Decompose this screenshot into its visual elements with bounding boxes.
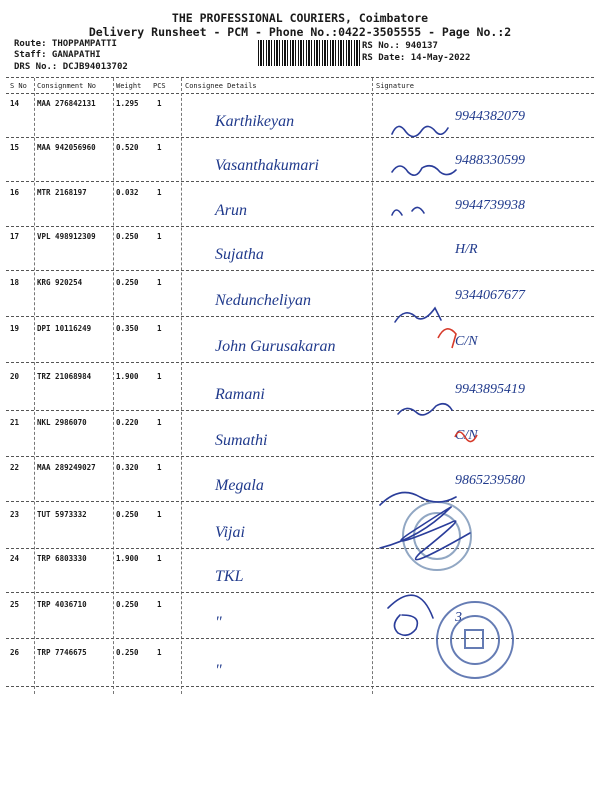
row-sno: 20 <box>10 372 20 381</box>
signature-handwriting: C/N <box>455 334 478 349</box>
row-pcs: 1 <box>157 143 162 152</box>
row-weight: 0.350 <box>116 324 139 333</box>
row-consignment: TRP 6803330 <box>37 554 87 563</box>
seal-stamp-right <box>437 602 513 678</box>
drs-number: DRS No.: DCJB94013702 <box>14 62 128 72</box>
consignee-handwriting: TKL <box>215 568 244 585</box>
row-consignment: MAA 276842131 <box>37 99 96 108</box>
row-consignment: DPI 10116249 <box>37 324 92 333</box>
row-sno: 23 <box>10 510 20 519</box>
signature-handwriting: 9344067677 <box>455 288 525 303</box>
col-sno: S No <box>10 82 27 90</box>
col-signature: Signature <box>376 82 414 90</box>
row-consignment: NKL 2986070 <box>37 418 87 427</box>
row-pcs: 1 <box>157 372 162 381</box>
row-consignment: MAA 942056960 <box>37 143 96 152</box>
signature-scribbles <box>380 126 470 635</box>
row-pcs: 1 <box>157 278 162 287</box>
row-weight: 1.900 <box>116 372 139 381</box>
rs-number: RS No.: 940137 <box>362 41 438 51</box>
row-pcs: 1 <box>157 510 162 519</box>
row-weight: 0.250 <box>116 600 139 609</box>
row-sno: 17 <box>10 232 20 241</box>
row-pcs: 1 <box>157 554 162 563</box>
row-consignment: TRP 4036710 <box>37 600 87 609</box>
signature-handwriting: 9944739938 <box>455 198 525 213</box>
row-consignment: TRZ 21068984 <box>37 372 92 381</box>
row-consignment: TRP 7746675 <box>37 648 87 657</box>
consignee-handwriting: " <box>215 614 222 631</box>
row-consignment: TUT 5973332 <box>37 510 87 519</box>
row-sno: 25 <box>10 600 20 609</box>
col-consignee: Consignee Details <box>185 82 257 90</box>
row-consignment: VPL 498912309 <box>37 232 96 241</box>
row-sno: 18 <box>10 278 20 287</box>
signature-handwriting: H/R <box>455 242 478 257</box>
consignee-handwriting: Megala <box>215 477 264 494</box>
row-weight: 0.250 <box>116 510 139 519</box>
consignee-handwriting: Sumathi <box>215 432 268 449</box>
row-pcs: 1 <box>157 99 162 108</box>
row-weight: 0.250 <box>116 648 139 657</box>
consignee-handwriting: Sujatha <box>215 246 264 263</box>
rs-date: RS Date: 14-May-2022 <box>362 53 471 63</box>
consignee-handwriting: Neduncheliyan <box>215 292 311 309</box>
row-sno: 16 <box>10 188 20 197</box>
row-sno: 14 <box>10 99 20 108</box>
row-sno: 15 <box>10 143 20 152</box>
row-consignment: MAA 289249027 <box>37 463 96 472</box>
consignee-handwriting: " <box>215 662 222 679</box>
signature-handwriting: 9943895419 <box>455 382 525 397</box>
row-weight: 0.250 <box>116 278 139 287</box>
row-weight: 0.220 <box>116 418 139 427</box>
row-weight: 1.900 <box>116 554 139 563</box>
consignee-handwriting: Karthikeyan <box>215 113 295 130</box>
consignee-handwriting: Vijai <box>215 524 245 541</box>
row-weight: 0.520 <box>116 143 139 152</box>
consignee-handwriting: Ramani <box>215 386 265 403</box>
consignee-handwriting: John Gurusakaran <box>215 338 336 355</box>
staff-label: Staff: GANAPATHI <box>14 50 101 60</box>
col-pcs: PCS <box>153 82 166 90</box>
row-sno: 21 <box>10 418 20 427</box>
col-weight: Weight <box>116 82 142 90</box>
signature-handwriting: 3 <box>455 610 462 625</box>
row-consignment: KRG 920254 <box>37 278 83 287</box>
col-consignment: Consignment No <box>37 82 97 90</box>
row-weight: 1.295 <box>116 99 139 108</box>
runsheet-title: Delivery Runsheet - PCM - Phone No.:0422-3505555 - Page No.:2 <box>88 25 512 39</box>
company-title: THE PROFESSIONAL COURIERS, Coimbatore <box>171 11 429 25</box>
row-weight: 0.032 <box>116 188 139 197</box>
row-pcs: 1 <box>157 188 162 197</box>
row-sno: 19 <box>10 324 20 333</box>
row-weight: 0.320 <box>116 463 139 472</box>
row-pcs: 1 <box>157 324 162 333</box>
route-label: Route: THOPPAMPATTI <box>14 39 117 49</box>
signature-handwriting: C/N <box>455 428 478 443</box>
row-sno: 24 <box>10 554 20 563</box>
signature-handwriting: 9944382079 <box>455 109 525 124</box>
row-sno: 22 <box>10 463 20 472</box>
row-weight: 0.250 <box>116 232 139 241</box>
row-pcs: 1 <box>157 648 162 657</box>
row-pcs: 1 <box>157 600 162 609</box>
row-pcs: 1 <box>157 463 162 472</box>
signature-handwriting: 9488330599 <box>455 153 525 168</box>
row-sno: 26 <box>10 648 20 657</box>
consignee-handwriting: Vasanthakumari <box>215 157 319 174</box>
row-pcs: 1 <box>157 418 162 427</box>
row-consignment: MTR 2168197 <box>37 188 87 197</box>
consignee-handwriting: Arun <box>215 202 247 219</box>
signature-handwriting: 9865239580 <box>455 473 525 488</box>
red-marks <box>438 329 477 442</box>
row-pcs: 1 <box>157 232 162 241</box>
